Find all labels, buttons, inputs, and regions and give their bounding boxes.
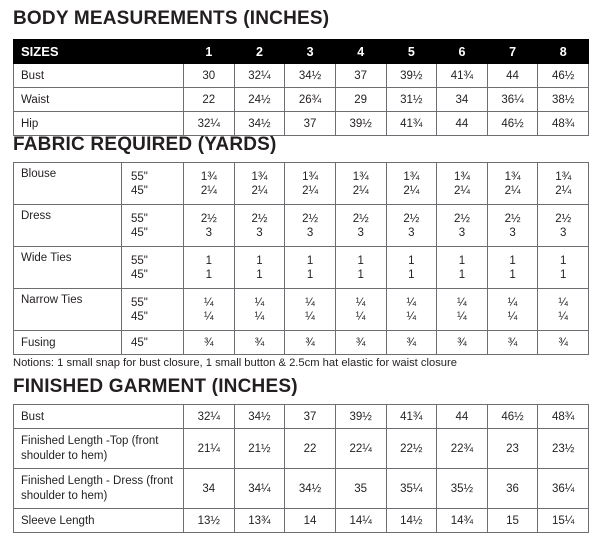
yardage: 2¼ (453, 184, 470, 197)
yardage: 2½ (504, 212, 521, 225)
cell-value (437, 163, 488, 205)
fabric-width: 45" (131, 268, 148, 281)
cell-value: 44 (437, 112, 488, 136)
cell-value (487, 205, 538, 247)
cell-value: 44 (437, 405, 488, 429)
yardage: 2½ (302, 212, 319, 225)
cell-value: ¾ (285, 331, 336, 355)
fabric-width-cell (122, 205, 184, 247)
yardage: 2¼ (200, 184, 217, 197)
fabric-width: 45" (131, 184, 148, 197)
yardage: 2½ (352, 212, 369, 225)
body-measurements-table (13, 39, 589, 136)
cell-value (386, 289, 437, 331)
table-row (14, 205, 589, 247)
cell-value: 14½ (386, 509, 437, 533)
cell-value: 46½ (487, 405, 538, 429)
cell-value: 35 (335, 469, 386, 509)
cell-value: 37 (285, 112, 336, 136)
cell-value: ¾ (487, 331, 538, 355)
yardage: 1¾ (453, 170, 470, 183)
cell-value: 36 (487, 469, 538, 509)
yardage: ¼ (457, 296, 467, 309)
cell-value: 21¼ (184, 429, 235, 469)
body-measurements-title: BODY MEASUREMENTS (INCHES) (13, 8, 330, 29)
row-label: Hip (14, 112, 184, 136)
finished-garment-table (13, 404, 589, 533)
cell-value: 13¾ (234, 509, 285, 533)
size-header: 5 (386, 40, 437, 64)
yardage: 1 (306, 268, 314, 281)
table-row (14, 112, 589, 136)
yardage: 3 (256, 226, 263, 239)
cell-value: 34¼ (234, 469, 285, 509)
cell-value: 34 (184, 469, 235, 509)
cell-value: 31½ (386, 88, 437, 112)
fabric-required-title: FABRIC REQUIRED (YARDS) (13, 134, 277, 155)
table-row (14, 429, 589, 469)
cell-value: 36¼ (538, 469, 589, 509)
cell-value: 34½ (285, 64, 336, 88)
cell-value (335, 205, 386, 247)
cell-value (437, 289, 488, 331)
cell-value: 38½ (538, 88, 589, 112)
row-label: Fusing (14, 331, 122, 355)
cell-value (538, 289, 589, 331)
cell-value (386, 163, 437, 205)
cell-value: 30 (184, 64, 235, 88)
cell-value: 14¼ (335, 509, 386, 533)
fabric-width: 55" (131, 296, 148, 309)
cell-value (184, 163, 235, 205)
cell-value: 22¼ (335, 429, 386, 469)
row-label: Blouse (14, 163, 122, 205)
cell-value (184, 289, 235, 331)
cell-value (487, 163, 538, 205)
cell-value: ¾ (234, 331, 285, 355)
cell-value (335, 289, 386, 331)
cell-value: ¾ (437, 331, 488, 355)
table-row (14, 289, 589, 331)
yardage: 2¼ (403, 184, 420, 197)
yardage: 1 (306, 254, 314, 267)
yardage: 2½ (251, 212, 268, 225)
cell-value: 48¾ (538, 405, 589, 429)
yardage: 1 (256, 268, 263, 281)
cell-value: 48¾ (538, 112, 589, 136)
cell-value (437, 205, 488, 247)
size-header: 6 (437, 40, 488, 64)
yardage: ¼ (305, 296, 315, 309)
yardage: ¼ (355, 310, 366, 323)
cell-value: 21½ (234, 429, 285, 469)
table-row (14, 247, 589, 289)
cell-value: 41¾ (386, 112, 437, 136)
cell-value: 46½ (538, 64, 589, 88)
size-header: 2 (234, 40, 285, 64)
cell-value (285, 289, 336, 331)
yardage: ¼ (204, 310, 214, 323)
cell-value: ¾ (335, 331, 386, 355)
cell-value: 14 (285, 509, 336, 533)
cell-value: 34 (437, 88, 488, 112)
cell-value: 37 (335, 64, 386, 88)
size-header: 7 (487, 40, 538, 64)
cell-value: ¾ (386, 331, 437, 355)
yardage: ¼ (254, 310, 265, 323)
cell-value (437, 247, 488, 289)
cell-value (184, 247, 235, 289)
yardage: 3 (357, 226, 364, 239)
cell-value (285, 205, 336, 247)
yardage: ¼ (254, 296, 265, 309)
yardage: 2¼ (251, 184, 268, 197)
cell-value: 44 (487, 64, 538, 88)
fabric-required-table (13, 162, 589, 355)
cell-value (538, 163, 589, 205)
yardage: 2½ (555, 212, 572, 225)
cell-value (234, 205, 285, 247)
yardage: 2½ (200, 212, 217, 225)
yardage: 2¼ (302, 184, 319, 197)
yardage: ¼ (406, 296, 417, 309)
yardage: 1 (357, 268, 364, 281)
yardage: ¼ (558, 310, 568, 323)
cell-value: 22 (184, 88, 235, 112)
fabric-width: 55" (131, 212, 148, 225)
yardage: 1¾ (504, 170, 521, 183)
cell-value: 26¾ (285, 88, 336, 112)
cell-value (487, 247, 538, 289)
cell-value: 35¼ (386, 469, 437, 509)
cell-value (386, 247, 437, 289)
size-header: 3 (285, 40, 336, 64)
fabric-width: 55" (131, 170, 148, 183)
yardage: 3 (458, 226, 466, 239)
fabric-width-cell (122, 289, 184, 331)
cell-value (538, 205, 589, 247)
cell-value (285, 247, 336, 289)
cell-value (538, 247, 589, 289)
cell-value: 34½ (234, 112, 285, 136)
yardage: 1 (408, 254, 415, 267)
yardage: 3 (408, 226, 415, 239)
sizes-header-row (14, 40, 589, 64)
cell-value: 32¼ (184, 405, 235, 429)
cell-value: 34½ (234, 405, 285, 429)
fabric-width: 45" (131, 226, 148, 239)
row-label: Narrow Ties (14, 289, 122, 331)
notions-note: Notions: 1 small snap for bust closure, 1 small button & 2.5cm hat elastic for waist closure (13, 357, 457, 369)
table-row (14, 163, 589, 205)
cell-value: 39½ (335, 112, 386, 136)
cell-value (285, 163, 336, 205)
cell-value: 23½ (538, 429, 589, 469)
yardage: 1¾ (555, 170, 572, 183)
cell-value: 32¼ (184, 112, 235, 136)
row-label: Finished Length - Dress (front shoulder to hem) (14, 469, 184, 509)
size-header: 4 (335, 40, 386, 64)
table-row (14, 64, 589, 88)
cell-value: 35½ (437, 469, 488, 509)
table-row (14, 405, 589, 429)
yardage: ¼ (355, 296, 366, 309)
cell-value: 32¼ (234, 64, 285, 88)
yardage: ¼ (204, 296, 214, 309)
yardage: ¼ (406, 310, 417, 323)
sizes-header-label: SIZES (14, 40, 184, 64)
cell-value: 46½ (487, 112, 538, 136)
table-row (14, 331, 589, 355)
cell-value (234, 289, 285, 331)
cell-value: ¾ (184, 331, 235, 355)
yardage: 3 (306, 226, 314, 239)
cell-value: 24½ (234, 88, 285, 112)
cell-value: 29 (335, 88, 386, 112)
yardage: 1 (559, 268, 567, 281)
cell-value: 15 (487, 509, 538, 533)
finished-garment-title: FINISHED GARMENT (INCHES) (13, 376, 298, 397)
cell-value: 39½ (335, 405, 386, 429)
table-row (14, 509, 589, 533)
cell-value (184, 205, 235, 247)
yardage: ¼ (507, 310, 518, 323)
cell-value: 13½ (184, 509, 235, 533)
yardage: 1 (559, 254, 567, 267)
yardage: 2½ (403, 212, 420, 225)
cell-value (335, 247, 386, 289)
size-header: 1 (184, 40, 235, 64)
cell-value: 41¾ (386, 405, 437, 429)
cell-value: 37 (285, 405, 336, 429)
fabric-width: 45" (122, 331, 184, 355)
yardage: 3 (559, 226, 567, 239)
yardage: 2½ (453, 212, 470, 225)
row-label: Bust (14, 64, 184, 88)
fabric-width-cell (122, 247, 184, 289)
cell-value: 22 (285, 429, 336, 469)
fabric-width-cell (122, 163, 184, 205)
yardage: ¼ (305, 310, 315, 323)
yardage: 2¼ (352, 184, 369, 197)
yardage: 1 (458, 268, 466, 281)
yardage: 1¾ (200, 170, 217, 183)
yardage: 1 (509, 254, 516, 267)
cell-value (335, 163, 386, 205)
size-header: 8 (538, 40, 589, 64)
yardage: ¼ (507, 296, 518, 309)
row-label: Bust (14, 405, 184, 429)
table-row (14, 88, 589, 112)
cell-value: 15¼ (538, 509, 589, 533)
cell-value: 41¾ (437, 64, 488, 88)
yardage: 2¼ (555, 184, 572, 197)
row-label: Waist (14, 88, 184, 112)
cell-value (234, 163, 285, 205)
cell-value: 39½ (386, 64, 437, 88)
yardage: ¼ (457, 310, 467, 323)
yardage: ¼ (558, 296, 568, 309)
yardage: 2¼ (504, 184, 521, 197)
table-row (14, 469, 589, 509)
row-label: Dress (14, 205, 122, 247)
cell-value: 22½ (386, 429, 437, 469)
row-label: Finished Length -Top (front shoulder to hem) (14, 429, 184, 469)
yardage: 1¾ (251, 170, 268, 183)
cell-value (386, 205, 437, 247)
cell-value: 22¾ (437, 429, 488, 469)
yardage: 3 (509, 226, 516, 239)
cell-value: ¾ (538, 331, 589, 355)
fabric-width: 45" (131, 310, 148, 323)
yardage: 1 (205, 254, 213, 267)
yardage: 1 (458, 254, 466, 267)
yardage: 1¾ (352, 170, 369, 183)
fabric-width: 55" (131, 254, 148, 267)
row-label: Sleeve Length (14, 509, 184, 533)
yardage: 1¾ (302, 170, 319, 183)
cell-value: 34½ (285, 469, 336, 509)
yardage: 1 (357, 254, 364, 267)
cell-value: 14¾ (437, 509, 488, 533)
yardage: 1 (205, 268, 213, 281)
cell-value: 23 (487, 429, 538, 469)
yardage: 1¾ (403, 170, 420, 183)
cell-value (487, 289, 538, 331)
yardage: 1 (256, 254, 263, 267)
row-label: Wide Ties (14, 247, 122, 289)
cell-value: 36¼ (487, 88, 538, 112)
yardage: 3 (205, 226, 213, 239)
cell-value (234, 247, 285, 289)
yardage: 1 (408, 268, 415, 281)
yardage: 1 (509, 268, 516, 281)
